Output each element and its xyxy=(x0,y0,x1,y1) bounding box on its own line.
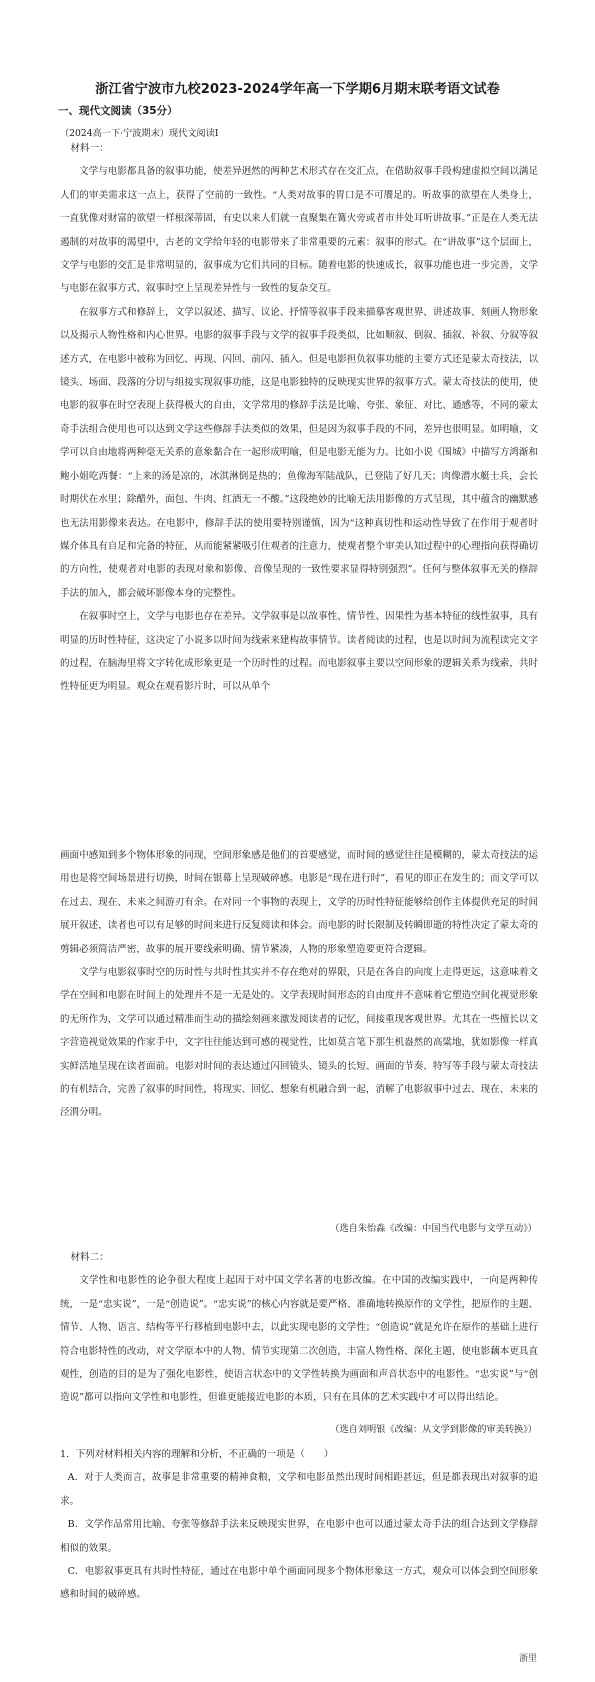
material-one-citation: （选自朱怡淼《改编：中国当代电影与文学互动》） xyxy=(330,1223,537,1234)
material-two-citation: （选自刘明银《改编：从文学到影像的审美转换》） xyxy=(330,1424,537,1435)
material-one-label: 材料一： xyxy=(70,143,109,154)
material-one-paragraph: 在叙事时空上，文学与电影也存在差异。文学叙事是以故事性、情节性、因果性为基本特征的线性叙事，具有明显的历时性特征，这决定了小说多以时间为线索来建构故事情节。读者阅读的过程，也是以时间为流程读完文字的过程，在脑海里将文字转化成形象更是一个历时性的过程。而电影叙事主要以空间形象的逻辑关系为线索，共时性特征更为明显。观众在观看影片时，可以从单个 xyxy=(60,611,538,693)
footer-text: 浙里 xyxy=(518,1654,537,1664)
page-title: 浙江省宁波市九校2023-2024学年高一下学期6月期末联考语文试卷 xyxy=(95,82,500,97)
source-tag: （2024高一下·宁波期末）现代文阅读Ⅰ xyxy=(60,128,219,139)
material-one xyxy=(60,137,538,699)
material-two xyxy=(60,1246,538,1410)
material-one-paragraph: 画面中感知到多个物体形象的同现，空间形象感是他们的首要感觉，而时间的感觉往往是模糊的，蒙太奇技法的运用也是将空间场景进行切换，时间在银幕上呈现破碎感。电影是“现在进行时”，看见的即正在发生的；而文学可以在过去、现在、未来之间游刃有余。在对同一个事物的表现上，文学的历时性特征能够给创作主体提供充足的时间展开叙述，读者也可以有足够的时间来进行反复阅读和体会。而电影的时长限制及转瞬即逝的特性决定了蒙太奇的剪辑必须简洁严密，故事的展开要线索明确、情节紧凑，人物的形象塑造要更符合逻辑。 xyxy=(60,850,538,955)
material-two-label: 材料二： xyxy=(70,1252,109,1263)
question-one xyxy=(60,1443,538,1607)
material-one-paragraph: 在叙事方式和修辞上，文学以叙述、描写、议论、抒情等叙事手段来描摹客观世界、讲述故事、刻画人物形象以及揭示人物性格和内心世界。电影的叙事手段与文学的叙事手段类似，比如顺叙、倒叙、插叙、补叙、分叙等叙述方式，在电影中被称为回忆、再现、闪回、前闪、插入。但是电影担负叙事功能的主要方式还是蒙太奇技法，以镜头、场面、段落的分切与组接实现叙事功能，这是电影独特的反映现实世界的叙事方式。蒙太奇技法的使用，使电影的叙事在时空表现上获得极大的自由，文学常用的修辞手法是比喻、夸张、象征、对比、通感等，不同的蒙太奇手法组合使用也可以达到文学这些修辞手法类似的效果，但是因为叙事手段的不同，差异也很明显。如明喻，文学可以自由地将两种毫无关系的意象黏合在一起形成明喻，但是电影无能为力。比如小说《围城》中描写方鸿渐和鲍小姐吃西餐：“上来的汤是凉的，冰淇淋倒是热的；鱼像海军陆战队，已登陆了好几天；肉像潜水艇士兵，会长时期伏在水里；除醋外，面包、牛肉、红酒无一不酸。”这段绝妙的比喻无法用影像的方式呈现，其中蕴含的幽默感也无法用影像来表达。在电影中，修辞手法的使用要特别谨慎，因为“这种真切性和运动性导致了在作用于观者时媒介体具有自足和完备的特征，从而能紧紧吸引住观者的注意力，使观者整个审美认知过程中的心理指向获得确切的方向性，使观者对电影的表现对象和影像、音像呈现的一致性要求显得特别强烈”。任何与整体叙事无关的修辞手法的加入，都会破坏影像本身的完整性。 xyxy=(60,306,538,599)
material-one-paragraph: 文学与电影叙事时空的历时性与共时性其实并不存在绝对的界限，只是在各自的向度上走得更远，这意味着文学在空间和电影在时间上的处理并不是一无是处的。文学表现时间形态的自由度并不意味着它塑造空间化视觉形象的无所作为，文学可以通过精准而生动的描绘刻画来激发阅读者的记忆，间接重现客观世界。尤其在一些擅长以文字营造视觉效果的作家手中，文字往往能达到可感的视觉性，比如莫言笔下那生机盎然的高粱地，犹如影像一样真实鲜活地呈现在读者面前。电影对时间的表达通过闪回镜头、镜头的长短、画面的节奏、特写等手段与蒙太奇技法的有机结合，完善了叙事的时间性，将现实、回忆、想象有机融合到一起，消解了电影叙事中过去、现在、未来的泾渭分明。 xyxy=(60,967,538,1119)
question-option-b: B．文学作品常用比喻、夸张等修辞手法来反映现实世界，在电影中也可以通过蒙太奇手法的组合达到文学修辞相似的效果。 xyxy=(60,1519,538,1554)
material-one-paragraph: 文学与电影都具备的叙事功能，使差异迥然的两种艺术形式存在交汇点，在借助叙事手段构建虚拟空间以满足人们的审美需求这一点上，获得了空前的一致性。“人类对故事的胃口是不可餍足的。听故事的欲望在人类身上，一直犹像对财富的欲望一样根深蒂固，有史以来人们就一直聚集在篝火旁或者市井处耳听讲故事。”正是在人类无法遏制的对故事的渴望中，古老的文学给年轻的电影带来了非常重要的元素：叙事的形式。在“讲故事”这个层面上，文学与电影的交汇是非常明显的，叙事成为它们共同的目标。随着电影的快速成长，叙事功能也进一步完善，文学与电影在叙事方式、叙事时空上呈现差异性与一致性的复杂交互。 xyxy=(60,166,538,295)
question-option-c: C．电影叙事更具有共时性特征，通过在电影中单个画面同现多个物体形象这一方式，观众可以体会到空间形象感和时间的破碎感。 xyxy=(60,1566,538,1601)
question-option-a: A．对于人类而言，故事是非常重要的精神食粮，文学和电影虽然出现时间相距甚远，但是都表现出对叙事的追求。 xyxy=(60,1472,538,1507)
material-two-paragraph: 文学性和电影性的论争很大程度上起因于对中国文学名著的电影改编。在中国的改编实践中，一向是两种传统，一是“忠实说”，一是“创造说”。“忠实说”的核心内容就是要严格、准确地转换原作的文学性，把原作的主题、情节、人物、语言、结构等平行移植到电影中去，以此实现电影的文学性；“创造说”就是允许在原作的基础上进行符合电影特性的改动，对文学原本中的人物、情节实现第二次创造，丰富人物性格、深化主题，使电影藕本更具直观性，创造的目的是为了强化电影性，使语言状态中的文学性转换为画面和声音状态中的电影性。“忠实说”与“创造说”都可以指向文学性和电影性，但谁更能接近电影的本质，只有在具体的艺术实践中才可以得出结论。 xyxy=(60,1275,538,1404)
question-stem: 1．下列对材料相关内容的理解和分析，不正确的一项是（ ） xyxy=(60,1449,334,1460)
material-one-continued xyxy=(60,844,538,1125)
section-heading: 一、现代文阅读（35分） xyxy=(58,105,178,117)
